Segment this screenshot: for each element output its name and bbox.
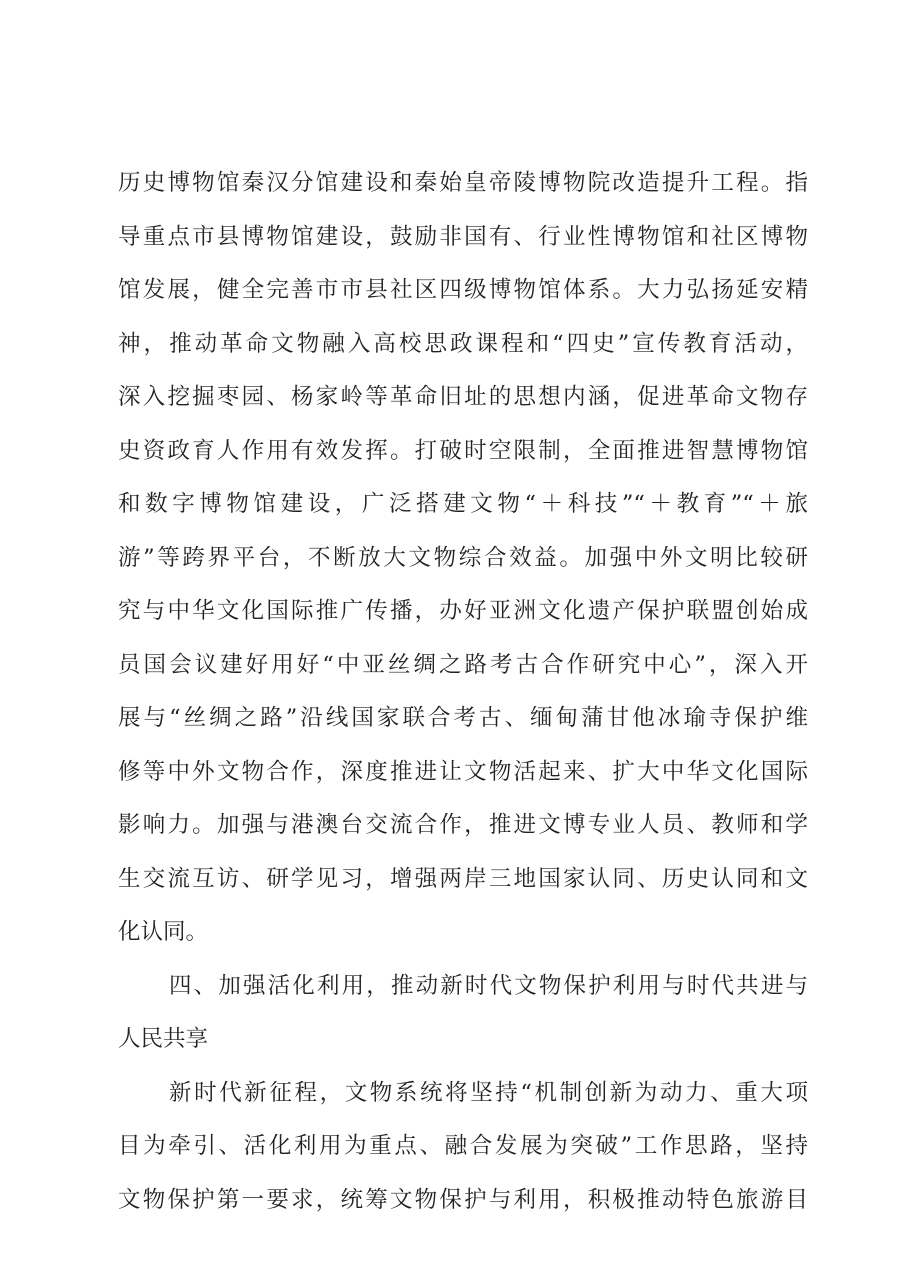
p1-line-1: 历史博物馆秦汉分馆建设和秦始皇帝陵博物院改造提升工程。指 (118, 170, 808, 196)
p1-line-5: 深入挖掘枣园、杨家岭等革命旧址的思想内涵，促进革命文物存 (118, 384, 808, 410)
p2-line-2: 目为牵引、活化利用为重点、融合发展为突破”工作思路，坚持 (118, 1133, 808, 1159)
p1-line-4: 神，推动革命文物融入高校思政课程和“四史”宣传教育活动， (118, 331, 808, 357)
p1-line-15: 化认同。 (118, 919, 209, 945)
p2-line-3: 文物保护第一要求，统筹文物保护与利用，积极推动特色旅游目 (118, 1187, 808, 1213)
p1-line-3: 馆发展，健全完善市市县社区四级博物馆体系。大力弘扬延安精 (118, 277, 808, 303)
section-heading-line-1: 四、加强活化利用，推动新时代文物保护利用与时代共进与 (169, 973, 808, 999)
p1-line-10: 员国会议建好用好“中亚丝绸之路考古合作研究中心”，深入开 (118, 652, 808, 678)
p1-line-6: 史资政育人作用有效发挥。打破时空限制，全面推进智慧博物馆 (118, 438, 808, 464)
p1-line-11: 展与“丝绸之路”沿线国家联合考古、缅甸蒲甘他冰瑜寺保护维 (118, 705, 808, 731)
p1-line-8: 游”等跨界平台，不断放大文物综合效益。加强中外文明比较研 (118, 545, 808, 571)
p1-line-7: 和数字博物馆建设，广泛搭建文物“＋科技”“＋教育”“＋旅 (118, 491, 808, 517)
p1-line-12: 修等中外文物合作，深度推进让文物活起来、扩大中华文化国际 (118, 759, 808, 785)
p1-line-9: 究与中华文化国际推广传播，办好亚洲文化遗产保护联盟创始成 (118, 598, 808, 624)
p1-line-14: 生交流互访、研学见习，增强两岸三地国家认同、历史认同和文 (118, 866, 808, 892)
p1-line-2: 导重点市县博物馆建设，鼓励非国有、行业性博物馆和社区博物 (118, 224, 808, 250)
p2-line-1: 新时代新征程，文物系统将坚持“机制创新为动力、重大项 (169, 1080, 808, 1106)
p1-line-13: 影响力。加强与港澳台交流合作，推进文博专业人员、教师和学 (118, 812, 808, 838)
section-heading-line-2: 人民共享 (118, 1026, 209, 1052)
